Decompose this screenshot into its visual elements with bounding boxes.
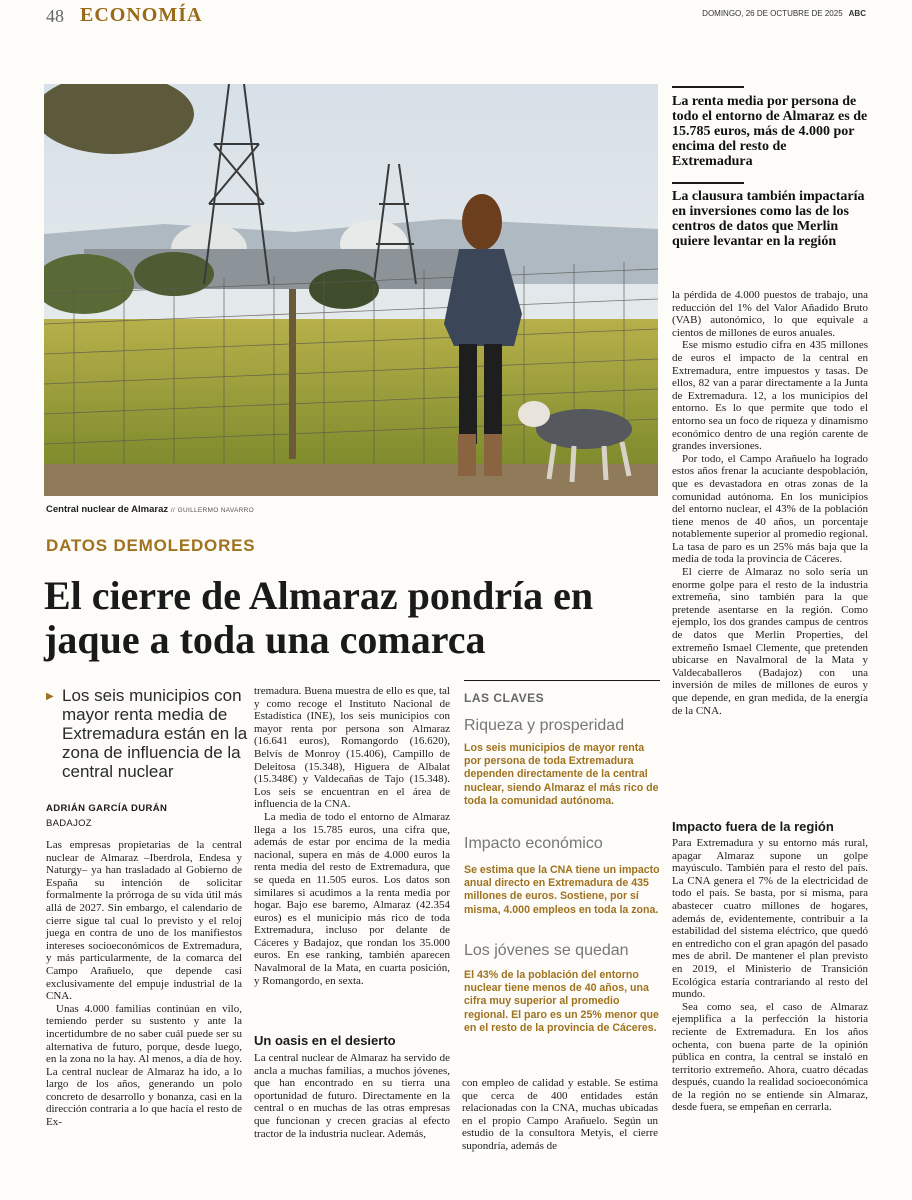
subhead-arrow-icon: ▶ bbox=[46, 691, 54, 702]
clave-heading: Riqueza y prosperidad bbox=[464, 717, 625, 734]
article-photo bbox=[44, 84, 658, 496]
paragraph: Por todo, el Campo Arañuelo ha logrado estos años frenar la acuciante despoblación, que es devastadora en otras zonas de la comunidad autónoma. En los municipios del entorno nuclear, el 43% de la población tiene menos de 40 años, un porcentaje notablemente superior al promedio regional. La tasa de paro es un 25% más baja que la media de toda la provincia de Cáceres. bbox=[672, 452, 868, 566]
clave-text: Los seis municipios de mayor renta por persona de toda Extremadura dependen directamente de la central nuclear, siendo Almaraz el más rico de toda la comunidad autónoma. bbox=[464, 742, 659, 807]
date: DOMINGO, 26 DE OCTUBRE DE 2025 bbox=[702, 9, 843, 18]
paragraph: Ese mismo estudio cifra en 435 millones de euros el impacto de la central en Extremadura, entre impuestos y tasas. De ellos, 82 van a parar directamente a la Junta de Extremadura. 12, a los municipios del entorno. Es lo que permite que todo el entorno sea un foco de riqueza y dinamismo económico dentro de una región carente de grandes inversiones. bbox=[672, 339, 868, 453]
pullquote-rule bbox=[672, 86, 744, 88]
clave-heading: Los jóvenes se quedan bbox=[464, 942, 629, 959]
headline: El cierre de Almaraz pondría en jaque a toda una comarca bbox=[44, 573, 594, 662]
article-column-4b bbox=[672, 837, 868, 1114]
dateline bbox=[702, 9, 866, 18]
article-column-4 bbox=[672, 289, 868, 717]
clave-text: El 43% de la población del entorno nuclear tiene menos de 40 años, una cifra muy superior al promedio regional. El paro es un 25% menor que en el resto de la provincia de Cáceres. bbox=[464, 969, 659, 1034]
paragraph: La central nuclear de Almaraz ha servido de ancla a muchas familias, a muchos jóvenes, que han encontrado en su tierra una oportunidad de futuro. Directamente en la central o en muchas de las otras empresas que funcionan y crecen gracias al efecto tractor de la industria nuclear. Además, bbox=[254, 1052, 450, 1140]
photo-caption bbox=[46, 504, 254, 515]
las-claves-box bbox=[460, 680, 660, 1060]
article-column-2b bbox=[254, 1052, 450, 1140]
page-number: 48 bbox=[46, 6, 64, 26]
paragraph: El cierre de Almaraz no solo sería un enorme golpe para el resto de la industria extremeña, sino también para la que pretende asentarse en la región. Como ejemplo, los dos grandes campus de centros de datos que Merlin Properties, del extremeño Ismael Clemente, que pretenden ubicarse en Navalmoral de la Mata y Valdecaballeros (Badajoz) con una inversión de miles de millones de euros y que depende, en gran medida, de la energía de la CNA. bbox=[672, 566, 868, 717]
paragraph: tremadura. Buena muestra de ello es que, tal y como recoge el Instituto Nacional de Estadística (INE), los seis municipios con mayor renta por persona son Almaraz (16.641 euros), Romangordo (16.620), Belvís de Monroy (15.406), Campillo de Deleitosa (15.348), Higuera de Albalat (15.348€) y Valdecañas de Tajo (15.348). Los seis se encuentran en el área de influencia de la CNA. bbox=[254, 685, 450, 811]
paragraph: La media de todo el entorno de Almaraz llega a los 15.785 euros, una cifra que, además de estar por encima de la media nacional, supera en más de 4.000 euros la renta media del resto de Extremadura, que se queda en 11.505 euros. Los datos son similares si acudimos a la renta media por hogar. Bajo ese baremo, Almaraz (42.354 euros) es el municipio más rico de toda Extremadura, incluso por delante de Cáceres y Badajoz, que rondan los 35.000 euros. En ese ranking, también aparecen Navalmoral de la Mata, en cuarta posición, y Romangordo, en sexta. bbox=[254, 810, 450, 987]
subtitle-oasis: Un oasis en el desierto bbox=[254, 1033, 396, 1048]
pullquote-2: La clausura también impactaría en inversiones como las de los centros de datos que Merlin quiere levantar en la región bbox=[672, 189, 865, 249]
claves-title: LAS CLAVES bbox=[464, 691, 545, 705]
publication: ABC bbox=[848, 9, 866, 18]
photo-credit: GUILLERMO NAVARRO bbox=[177, 507, 255, 514]
paragraph: Sea como sea, el caso de Almaraz ejemplifica a la perfección la historia reciente de Extremadura. En los años ochenta, con buena parte de la opinión pública en contra, la central se instaló en territorio extremeño. Ahora, cuatro décadas después, cuando la realidad socioeconómica de la región no se entiende sin Almaraz, desde fuera, se empeñan en cerrarla. bbox=[672, 1000, 868, 1114]
article-column-1 bbox=[46, 839, 242, 1129]
paragraph: con empleo de calidad y estable. Se estima que cerca de 400 entidades están relacionadas con la CNA, muchas ubicadas en el propio Campo Arañuelo. Según un estudio de la consultora Metyis, el cierre supondría, además de bbox=[462, 1077, 658, 1152]
kicker: DATOS DEMOLEDORES bbox=[46, 536, 256, 555]
caption-text: Central nuclear de Almaraz bbox=[46, 504, 169, 515]
caption-separator: // bbox=[170, 507, 175, 514]
paragraph: la pérdida de 4.000 puestos de trabajo, una reducción del 1% del Valor Añadido Bruto (VAB) autonómico, lo que equivale a cientos de millones de euros anuales. bbox=[672, 289, 868, 339]
paragraph: Las empresas propietarias de la central nuclear de Almaraz –Iberdrola, Endesa y Naturgy– ya han trasladado al Gobierno de España su intención de solicitar formalmente la prórroga de su vida útil más allá de 2027. Sin embargo, el calendario de cierre sigue tal cual lo previsto y el reloj juega en contra de uno de los manifiestos intereses socioeconómicos de Extremadura, y más particularmente, de la comarca del Campo Arañuelo, que depende casi exclusivamente del empuje industrial de la CNA. bbox=[46, 839, 242, 1003]
pullquote-1: La renta media por persona de todo el entorno de Almaraz es de 15.785 euros, más de 4.000 por encima del resto de Extremadura bbox=[672, 94, 868, 169]
nuclear-plant-photo bbox=[44, 84, 658, 496]
clave-heading: Impacto económico bbox=[464, 835, 603, 852]
subtitle-impacto: Impacto fuera de la región bbox=[672, 819, 834, 834]
clave-text: Se estima que la CNA tiene un impacto anual directo en Extremadura de 435 millones de euros. Sostiene, por sí misma, 4.000 empleos en toda la zona. bbox=[464, 864, 660, 916]
place: BADAJOZ bbox=[46, 818, 92, 829]
pullquote-rule bbox=[672, 182, 744, 184]
article-column-2 bbox=[254, 685, 450, 987]
subhead: Los seis municipios con mayor renta media de Extremadura están en la zona de influencia de la central nuclear bbox=[62, 686, 248, 781]
section-title: ECONOMÍA bbox=[80, 4, 203, 26]
claves-rule bbox=[464, 680, 660, 681]
author: ADRIÁN GARCÍA DURÁN bbox=[46, 803, 168, 814]
article-column-3b bbox=[462, 1077, 658, 1153]
paragraph: Para Extremadura y su entorno más rural, apagar Almaraz supone un golpe mayúsculo. También para el resto del país. La CNA genera el 7% de la electricidad de todo el país. Se basta, por sí misma, para abastecer cuatro millones de hogares, además de, evidentemente, contribuir a la estabilidad del sistema eléctrico, que quedó en entredicho con el gran apagón del pasado mes de abril. De mantener el plan previsto en 2019, el Ministerio de Transición Ecológica estaría contrariando al resto del mundo. bbox=[672, 837, 868, 1001]
paragraph: Unas 4.000 familias continúan en vilo, temiendo perder su sustento y ante la incertidumbre de no saber cuál puede ser su alternativa de futuro, porque, desde luego, en la zona no la hay. Al menos, a día de hoy. La central nuclear de Almaraz ha ido, a lo largo de los años, generando un polo concreto de desarrollo y bonanza, casi en la dirección contraria a lo que hacía el resto de Ex- bbox=[46, 1002, 242, 1129]
